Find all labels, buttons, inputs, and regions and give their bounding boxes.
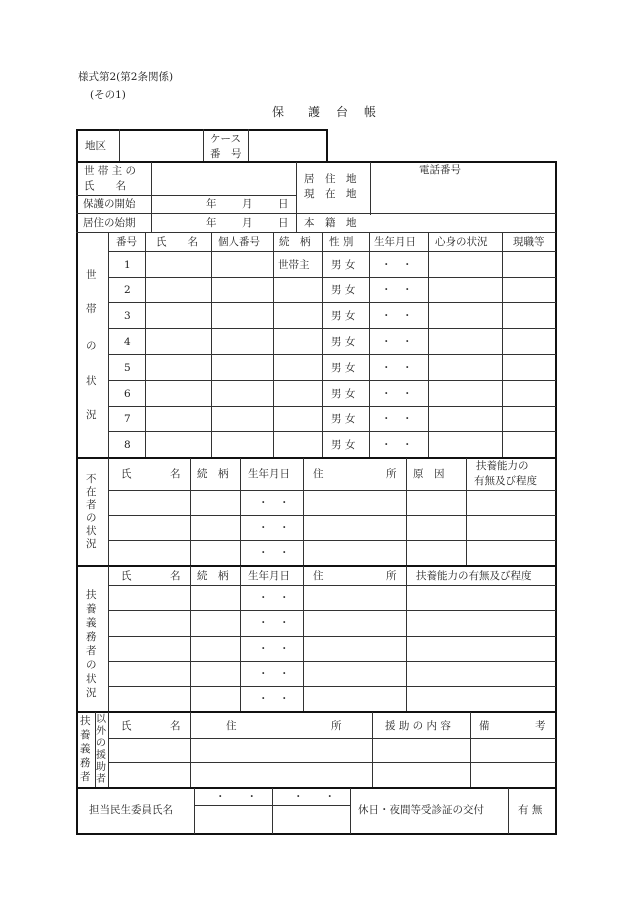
side-char: 帯: [86, 303, 97, 315]
row-number: 1: [124, 259, 131, 271]
month-label: 月: [242, 217, 253, 229]
title-char: 台: [336, 105, 349, 119]
obligor-col-relation: 続 柄: [197, 570, 229, 582]
district-label: 地区: [85, 140, 106, 152]
side-char: 務: [86, 631, 97, 643]
side-char: 者: [86, 645, 97, 657]
side-char: の: [86, 340, 97, 352]
side-char: 外: [96, 726, 106, 737]
side-char: 義: [80, 743, 91, 755]
row-sex[interactable]: 男 女: [331, 388, 356, 400]
side-char: 在: [86, 486, 97, 498]
form-number: 様式第2(第2条関係): [78, 71, 174, 83]
helper-col-notes: 備: [479, 720, 490, 732]
obligor-row-dob: ・ ・: [258, 592, 290, 604]
head-of-household-name-field[interactable]: [152, 163, 296, 195]
side-char: 者: [96, 774, 106, 785]
district-field[interactable]: [120, 130, 203, 162]
phone-number-label: 電話番号: [419, 164, 461, 176]
obligor-row-dob: ・ ・: [258, 668, 290, 680]
registered-domicile-label: 本 籍 地: [304, 217, 357, 229]
head-of-household-label-line1: 世 帯 主 の: [84, 165, 137, 177]
col-occupation: 現職等: [513, 236, 545, 248]
obligor-col-dob: 生年月日: [248, 570, 290, 582]
side-char: 扶: [80, 715, 91, 727]
row-dob: ・ ・: [381, 284, 413, 296]
residence-label-line2: 現 在 地: [304, 188, 357, 200]
col-number: 番号: [116, 236, 137, 248]
row-dob: ・ ・: [381, 336, 413, 348]
absent-row-dob: ・ ・: [258, 497, 290, 509]
side-char: の: [86, 659, 97, 671]
row-sex[interactable]: 男 女: [331, 362, 356, 374]
helper-col-name: 名: [170, 720, 181, 732]
yes-no-toggle[interactable]: 有 無: [518, 804, 543, 816]
helper-col-address: 住: [226, 720, 237, 732]
absent-col-address: 所: [386, 468, 397, 480]
obligor-row-dob: ・ ・: [258, 643, 290, 655]
row-number: 7: [124, 413, 131, 425]
col-individual-number: 個人番号: [218, 236, 260, 248]
obligor-row-dob: ・ ・: [258, 693, 290, 705]
side-char: 況: [86, 538, 97, 550]
absent-col-address: 住: [313, 468, 324, 480]
side-char: 扶: [86, 589, 97, 601]
obligor-col-address: 所: [386, 570, 397, 582]
case-label-line2: 番 号: [210, 148, 242, 160]
side-char: 助: [96, 762, 106, 773]
side-char: 況: [86, 409, 97, 421]
absent-col-support-line2: 有無及び程度: [474, 475, 537, 487]
row-dob: ・ ・: [381, 259, 413, 271]
side-char: 状: [86, 673, 97, 685]
registered-domicile-field[interactable]: [371, 214, 555, 232]
obligor-col-name: 名: [170, 570, 181, 582]
title-char: 帳: [364, 105, 377, 119]
row-number: 5: [124, 362, 131, 374]
side-char: の: [86, 512, 97, 524]
side-char: 援: [96, 750, 106, 761]
form-part: (その1): [90, 89, 126, 101]
side-char: 状: [86, 375, 97, 387]
helper-col-address: 所: [331, 720, 342, 732]
row-sex[interactable]: 男 女: [331, 413, 356, 425]
side-char: 義: [86, 617, 97, 629]
row-dob: ・ ・: [381, 413, 413, 425]
absent-col-name: 名: [170, 468, 181, 480]
side-char: 者: [86, 499, 97, 511]
row-number: 6: [124, 388, 131, 400]
side-char: の: [96, 738, 106, 749]
absent-col-relation: 続 柄: [197, 468, 229, 480]
row-dob: ・ ・: [381, 388, 413, 400]
helper-col-aid: 援 助 の 内 容: [385, 720, 451, 732]
year-label: 年: [206, 198, 217, 210]
row-sex[interactable]: 男 女: [331, 284, 356, 296]
year-label: 年: [206, 217, 217, 229]
row-number: 2: [124, 284, 131, 296]
side-char: 状: [86, 525, 97, 537]
helper-col-notes: 考: [535, 720, 546, 732]
obligor-row-dob: ・ ・: [258, 617, 290, 629]
obligor-col-address: 住: [313, 570, 324, 582]
commissioner-name-field-2[interactable]: [273, 806, 350, 833]
side-char: 養: [86, 603, 97, 615]
col-sex: 性 別: [329, 236, 354, 248]
row-number: 3: [124, 310, 131, 322]
day-label: 日: [278, 217, 289, 229]
obligor-col-name: 氏: [121, 570, 132, 582]
row-sex[interactable]: 男 女: [331, 439, 356, 451]
col-relation: 続 柄: [279, 236, 311, 248]
side-char: 況: [86, 687, 97, 699]
month-label: 月: [242, 198, 253, 210]
obligor-col-support: 扶養能力の有無及び程度: [416, 570, 532, 582]
case-number-field[interactable]: [249, 130, 326, 162]
row-number: 4: [124, 336, 131, 348]
commissioner-dates-2: ・ ・: [293, 791, 335, 803]
absent-row-dob: ・ ・: [258, 547, 290, 559]
row-relation: 世帯主: [278, 259, 310, 271]
side-char: 不: [86, 473, 97, 485]
row-dob: ・ ・: [381, 362, 413, 374]
col-physical-condition: 心身の状況: [435, 236, 488, 248]
side-char: 養: [80, 729, 91, 741]
day-label: 日: [278, 198, 289, 210]
row-sex[interactable]: 男 女: [331, 259, 356, 271]
side-char: 以: [96, 714, 106, 725]
col-name: 氏 名: [156, 236, 198, 248]
row-dob: ・ ・: [381, 310, 413, 322]
side-char: 務: [80, 757, 91, 769]
helper-col-name: 氏: [121, 720, 132, 732]
commissioner-dates-1: ・ ・: [215, 791, 257, 803]
row-sex[interactable]: 男 女: [331, 310, 356, 322]
holiday-certificate-label: 休日・夜間等受診証の交付: [358, 804, 484, 816]
residence-start-label: 居住の始期: [83, 217, 136, 229]
absent-col-dob: 生年月日: [248, 468, 290, 480]
residence-label-line1: 居 住 地: [304, 173, 357, 185]
case-label-line1: ケース: [210, 133, 241, 145]
title-char: 護: [308, 105, 321, 119]
head-of-household-label-line2: 氏 名: [84, 180, 126, 192]
absent-col-support-line1: 扶養能力の: [476, 460, 529, 472]
absent-row-dob: ・ ・: [258, 522, 290, 534]
row-number: 8: [124, 439, 131, 451]
row-dob: ・ ・: [381, 439, 413, 451]
row-sex[interactable]: 男 女: [331, 336, 356, 348]
commissioner-name-field[interactable]: [195, 806, 272, 833]
commissioner-label: 担当民生委員氏名: [89, 804, 173, 816]
side-char: 世: [86, 269, 97, 281]
side-char: 者: [80, 771, 91, 783]
absent-col-reason: 原 因: [413, 468, 445, 480]
title-char: 保: [272, 105, 285, 119]
absent-col-name: 氏: [121, 468, 132, 480]
col-dob: 生年月日: [374, 236, 416, 248]
protection-start-label: 保護の開始: [83, 198, 136, 210]
